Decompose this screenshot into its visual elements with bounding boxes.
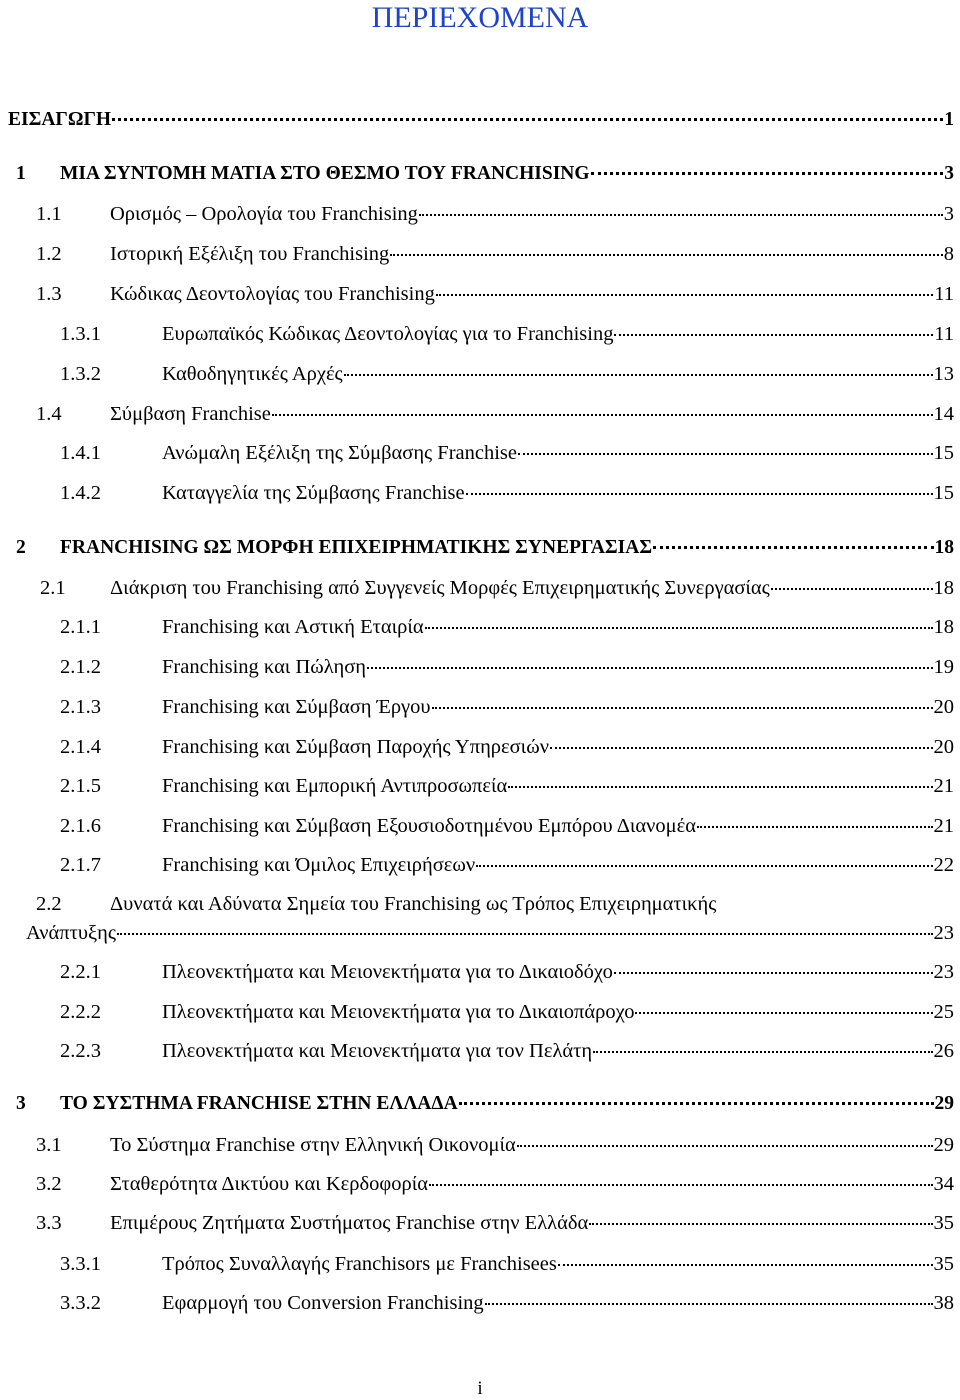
toc-entry[interactable] — [60, 961, 954, 984]
toc-leader-dots — [476, 865, 932, 867]
toc-leader-dots — [425, 627, 933, 629]
toc-entry-title: Το Σύστημα Franchise στην Ελληνική Οικονομία — [110, 1134, 516, 1156]
toc-entry[interactable] — [60, 482, 954, 505]
toc-entry[interactable] — [36, 1212, 954, 1235]
toc-entry-number: 1.4.2 — [60, 482, 101, 504]
toc-entry[interactable] — [60, 736, 954, 759]
toc-leader-dots — [485, 1303, 933, 1305]
toc-entry-number: 2.1.5 — [60, 775, 101, 797]
toc-entry[interactable] — [60, 696, 954, 719]
toc-entry[interactable] — [36, 1134, 954, 1157]
toc-entry-title: ΕΙΣΑΓΩΓΗ — [8, 109, 112, 130]
toc-entry-page: 18 — [934, 537, 954, 558]
toc-entry[interactable] — [16, 537, 954, 559]
toc-entry[interactable] — [16, 1093, 954, 1115]
toc-leader-dots — [591, 172, 944, 175]
toc-entry-number: 2.1.2 — [60, 656, 101, 678]
toc-entry-page: 11 — [934, 283, 954, 305]
toc-entry-page: 14 — [933, 403, 954, 425]
toc-entry-number: 1.4.1 — [60, 442, 101, 464]
toc-entry-title: Franchising και Εμπορική Αντιπροσωπεία — [162, 775, 508, 797]
toc-entry-page: 26 — [933, 1040, 954, 1062]
toc-leader-dots — [517, 1145, 933, 1147]
toc-entry-title: Επιμέρους Ζητήματα Συστήματος Franchise στην Ελλάδα — [110, 1212, 589, 1234]
toc-leader-dots — [614, 972, 933, 974]
toc-entry[interactable] — [60, 442, 954, 465]
toc-entry-number: 2.1.4 — [60, 736, 101, 758]
toc-entry[interactable] — [36, 893, 954, 916]
toc-entry-title: Πλεονεκτήματα και Μειονεκτήματα για το Δικαιοδόχο — [162, 961, 613, 983]
toc-leader-dots — [550, 747, 933, 749]
toc-entry-page: 29 — [933, 1134, 954, 1156]
toc-leader-dots — [518, 453, 933, 455]
toc-entry-number: 3.3.1 — [60, 1253, 101, 1275]
toc-entry[interactable] — [60, 1001, 954, 1024]
toc-entry-page: 35 — [933, 1212, 954, 1234]
toc-entry-page: 34 — [933, 1173, 954, 1195]
toc-entry-number: 2 — [16, 537, 26, 558]
toc-entry-page: 35 — [933, 1253, 954, 1275]
toc-leader-dots — [771, 588, 933, 590]
toc-entry-title: Ορισμός – Ορολογία του Franchising — [110, 203, 418, 225]
toc-entry-title: Ευρωπαϊκός Κώδικας Δεοντολογίας για το Franchising — [162, 323, 614, 345]
toc-leader-dots — [653, 546, 933, 549]
toc-leader-dots — [593, 1051, 932, 1053]
toc-entry-title: Πλεονεκτήματα και Μειονεκτήματα για το Δικαιοπάροχο — [162, 1001, 635, 1023]
toc-leader-dots — [390, 254, 942, 256]
toc-leader-dots — [436, 294, 933, 296]
toc-entry-page: 19 — [933, 656, 954, 678]
toc-entry-title: Καθοδηγητικές Αρχές — [162, 363, 343, 385]
toc-leader-dots — [272, 414, 933, 416]
toc-leader-dots — [419, 214, 943, 216]
toc-entry-number: 3.1 — [36, 1134, 62, 1156]
toc-entry-title: ΤΟ ΣΥΣΤΗΜΑ FRANCHISE ΣΤΗΝ ΕΛΛΑΔΑ — [60, 1093, 458, 1114]
toc-leader-dots — [367, 667, 933, 669]
toc-entry-number: 3.2 — [36, 1173, 62, 1195]
toc-entry-page: 20 — [933, 696, 954, 718]
toc-entry[interactable] — [40, 577, 954, 600]
toc-entry-page: 11 — [934, 323, 954, 345]
toc-entry-page: 20 — [933, 736, 954, 758]
toc-entry-page: 15 — [933, 442, 954, 464]
toc-entry-page: 38 — [933, 1292, 954, 1314]
toc-leader-dots — [635, 1012, 932, 1014]
toc-entry-page: 18 — [933, 577, 954, 599]
toc-entry-page: 3 — [943, 203, 954, 225]
toc-entry[interactable] — [60, 815, 954, 838]
toc-entry-number: 1.3.1 — [60, 323, 101, 345]
toc-entry-title: FRANCHISING ΩΣ ΜΟΡΦΗ ΕΠΙΧΕΙΡΗΜΑΤΙΚΗΣ ΣΥΝΕΡΓΑΣΙΑΣ — [60, 537, 653, 558]
toc-entry[interactable] — [60, 323, 954, 346]
toc-entry[interactable] — [60, 656, 954, 679]
toc-leader-dots — [508, 786, 932, 788]
toc-entry[interactable] — [60, 854, 954, 877]
toc-entry-page: 8 — [943, 243, 954, 265]
toc-entry-title: Ιστορική Εξέλιξη του Franchising — [110, 243, 390, 265]
toc-entry[interactable] — [60, 775, 954, 798]
toc-entry-page: 21 — [933, 775, 954, 797]
toc-entry-number: 1.1 — [36, 203, 62, 225]
toc-entry-title: Franchising και Σύμβαση Εξουσιοδοτημένου Εμπόρου Διανομέα — [162, 815, 697, 837]
toc-entry[interactable] — [8, 109, 954, 131]
toc-leader-dots — [459, 1102, 934, 1105]
toc-entry[interactable] — [60, 616, 954, 639]
toc-entry-page: 13 — [933, 363, 954, 385]
toc-entry-page: 29 — [934, 1093, 954, 1114]
toc-entry-page: 22 — [933, 854, 954, 876]
toc-entry-page: 25 — [933, 1001, 954, 1023]
toc-leader-dots — [697, 826, 932, 828]
toc-entry[interactable] — [60, 1292, 954, 1315]
toc-entry-continuation[interactable] — [26, 922, 954, 945]
toc-leader-dots — [589, 1223, 932, 1225]
toc-entry-number: 3 — [16, 1093, 26, 1114]
toc-entry-page: 15 — [933, 482, 954, 504]
toc-leader-dots — [558, 1264, 933, 1266]
toc-entry-number: 1.2 — [36, 243, 62, 265]
toc-leader-dots — [117, 933, 932, 935]
toc-entry-title: Franchising και Σύμβαση Παροχής Υπηρεσιών — [162, 736, 549, 758]
toc-leader-dots — [344, 374, 933, 376]
toc-entry-title: Κώδικας Δεοντολογίας του Franchising — [110, 283, 435, 305]
toc-entry-title: Δυνατά και Αδύνατα Σημεία του Franchising ως Τρόπος Επιχειρηματικής — [110, 893, 717, 915]
toc-leader-dots — [112, 118, 943, 121]
toc-entry-number: 1.3 — [36, 283, 62, 305]
toc-entry-title: Franchising και Αστική Εταιρία — [162, 616, 424, 638]
toc-entry-number: 3.3 — [36, 1212, 62, 1234]
toc-entry-page: 3 — [944, 163, 954, 184]
toc-entry[interactable] — [36, 403, 954, 426]
toc-entry-number: 1.4 — [36, 403, 62, 425]
toc-entry-page: 1 — [944, 109, 954, 130]
toc-entry[interactable] — [60, 363, 954, 386]
toc-entry-number: 2.2.1 — [60, 961, 101, 983]
toc-entry-number: 2.2.3 — [60, 1040, 101, 1062]
toc-entry-page: 21 — [933, 815, 954, 837]
toc-entry[interactable] — [36, 243, 954, 266]
page-number-footer: i — [477, 1378, 483, 1399]
toc-entry-title: Ανώμαλη Εξέλιξη της Σύμβασης Franchise — [162, 442, 517, 464]
toc-entry[interactable] — [60, 1040, 954, 1063]
toc-entry-number: 2.1.7 — [60, 854, 101, 876]
toc-leader-dots — [466, 493, 933, 495]
toc-entry-title: ΜΙΑ ΣΥΝΤΟΜΗ ΜΑΤΙΑ ΣΤΟ ΘΕΣΜΟ ΤΟΥ FRANCHISING — [60, 163, 590, 184]
toc-leader-dots — [429, 1184, 933, 1186]
toc-entry-title: Franchising και Σύμβαση Έργου — [162, 696, 431, 718]
toc-entry-title: Καταγγελία της Σύμβασης Franchise — [162, 482, 465, 504]
toc-leader-dots — [614, 334, 933, 336]
toc-entry-title: Franchising και Όμιλος Επιχειρήσεων — [162, 854, 476, 876]
toc-entry-number: 2.1.3 — [60, 696, 101, 718]
toc-entry-number: 3.3.2 — [60, 1292, 101, 1314]
toc-entry[interactable] — [60, 1253, 954, 1276]
toc-entry-number: 1.3.2 — [60, 363, 101, 385]
toc-entry-number: 2.2 — [36, 893, 62, 915]
toc-entry-number: 1 — [16, 163, 26, 184]
toc-entry-title: Πλεονεκτήματα και Μειονεκτήματα για τον Πελάτη — [162, 1040, 593, 1062]
toc-entry-title: Σταθερότητα Δικτύου και Κερδοφορία — [110, 1173, 428, 1195]
toc-entry-title: Διάκριση του Franchising από Συγγενείς Μορφές Επιχειρηματικής Συνεργασίας — [110, 577, 770, 599]
toc-entry-title: Σύμβαση Franchise — [110, 403, 271, 425]
toc-entry-title: Εφαρμογή του Conversion Franchising — [162, 1292, 484, 1314]
toc-leader-dots — [432, 707, 933, 709]
toc-title: ΠΕΡΙΕΧΟΜΕΝΑ — [371, 1, 589, 34]
toc-entry-number: 2.1.6 — [60, 815, 101, 837]
toc-entry-page: 23 — [933, 922, 954, 944]
toc-entry[interactable] — [36, 283, 954, 306]
toc-entry[interactable] — [36, 203, 954, 226]
toc-entry-number: 2.1 — [40, 577, 66, 599]
toc-entry-page: 23 — [933, 961, 954, 983]
toc-entry-number: 2.2.2 — [60, 1001, 101, 1023]
toc-entry[interactable] — [16, 163, 954, 185]
toc-entry-number: 2.1.1 — [60, 616, 101, 638]
toc-entry-title-cont: Ανάπτυξης — [26, 922, 117, 944]
toc-entry-title: Franchising και Πώληση — [162, 656, 366, 678]
toc-entry[interactable] — [36, 1173, 954, 1196]
toc-entry-page: 18 — [933, 616, 954, 638]
toc-entry-title: Τρόπος Συναλλαγής Franchisors με Franchisees — [162, 1253, 557, 1275]
